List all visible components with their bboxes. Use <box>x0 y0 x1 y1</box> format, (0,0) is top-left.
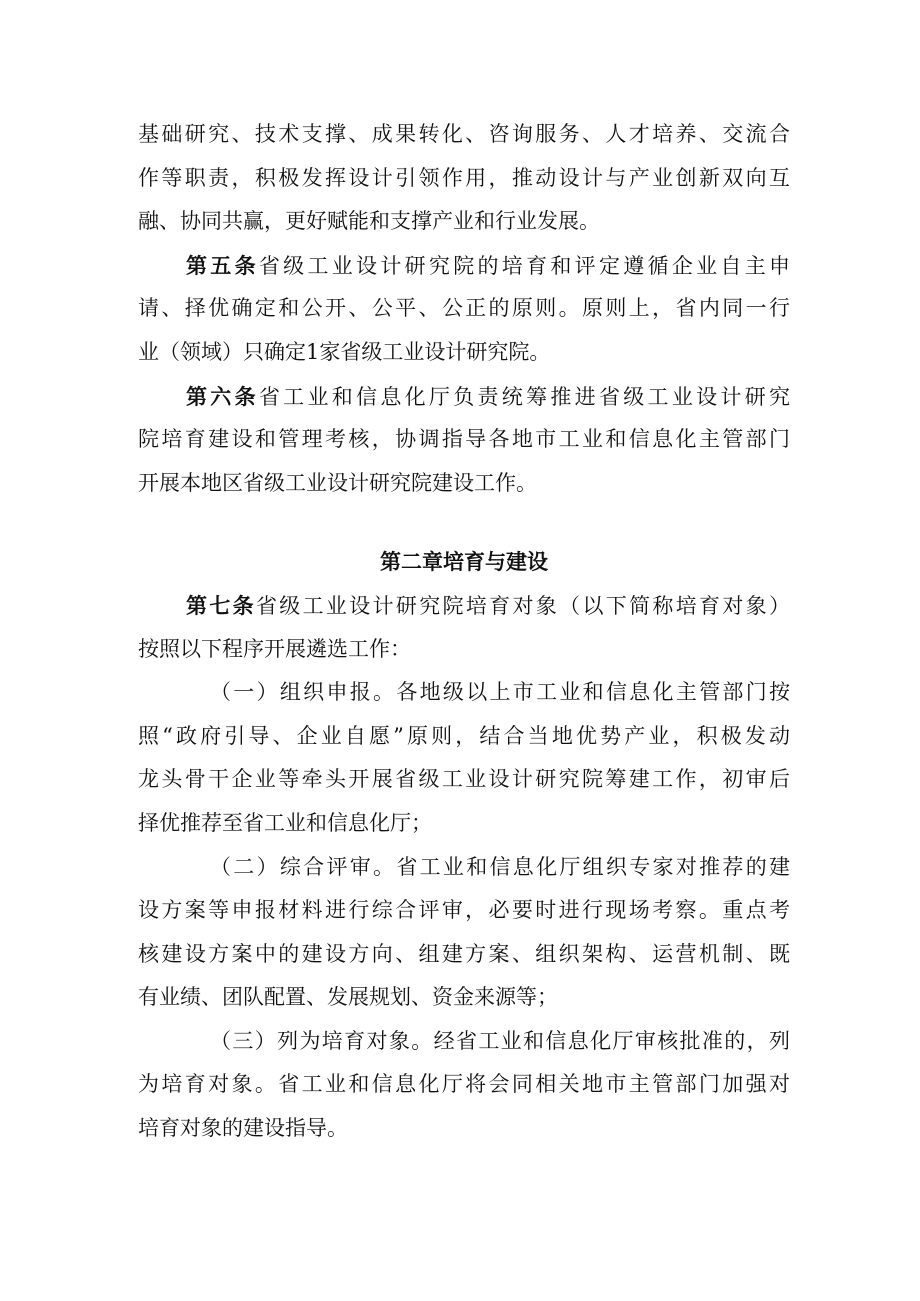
text-line <box>138 375 790 419</box>
text-line: 院培育建设和管理考核，协调指导各地市工业和信息化主管部门 <box>138 427 790 452</box>
text-line: 开展本地区省级工业设计研究院建设工作。 <box>138 470 537 495</box>
article-5 <box>138 244 790 375</box>
text-line: 择优推荐至省工业和信息化厅； <box>138 810 432 835</box>
article-7 <box>138 584 790 671</box>
text-line: （三）列为培育对象。经省工业和信息化厅审核批准的，列 <box>210 1028 790 1053</box>
document-page <box>138 113 790 1151</box>
article-number: 第五条 <box>186 252 259 278</box>
text-line: 龙头骨干企业等牵头开展省级工业设计研究院筹建工作，初审后 <box>138 767 790 792</box>
text-line: （二）综合评审。省工业和信息化厅组织专家对推荐的建 <box>210 854 790 879</box>
text-line: 业（领域）只确定1家省级工业设计研究院。 <box>138 339 551 364</box>
article-text: 省工业和信息化厅负责统筹推进省级工业设计研究 <box>258 384 790 409</box>
article-text: 省级工业设计研究院培育对象（以下简称培育对象） <box>255 593 791 618</box>
article-6 <box>138 375 790 506</box>
article-text: 省级工业设计研究院的培育和评定遵循企业自主申 <box>258 253 790 278</box>
text-line: 照“政府引导、企业自愿”原则，结合当地优势产业，积极发动 <box>138 723 790 748</box>
list-item <box>138 671 790 845</box>
text-line: 按照以下程序开展遴选工作： <box>138 636 411 661</box>
text-line: 为培育对象。省工业和信息化厅将会同相关地市主管部门加强对 <box>138 1072 790 1097</box>
text-line: 请、择优确定和公开、公平、公正的原则。原则上，省内同一行 <box>138 296 790 321</box>
section-gap <box>138 505 790 540</box>
article-number: 第六条 <box>186 383 259 409</box>
text-line: 融、协同共赢，更好赋能和支撑产业和行业发展。 <box>138 209 600 234</box>
text-line: （一）组织申报。各地级以上市工业和信息化主管部门按 <box>210 680 790 705</box>
article-number: 第七条 <box>186 592 256 618</box>
text-line: 基础研究、技术支撑、成果转化、咨询服务、人才培养、交流合 <box>138 122 790 146</box>
text-line: 有业绩、团队配置、发展规划、资金来源等； <box>138 985 558 1010</box>
text-line <box>138 244 790 288</box>
text-line: 设方案等申报材料进行综合评审，必要时进行现场考察。重点考 <box>138 898 790 923</box>
text-line: 培育对象的建设指导。 <box>138 1116 348 1141</box>
text-line <box>138 584 790 628</box>
list-item <box>138 1020 790 1151</box>
chapter-heading: 第二章培育与建设 <box>380 549 548 575</box>
text-line: 作等职责，积极发挥设计引领作用，推动设计与产业创新双向互 <box>138 165 790 190</box>
list-item <box>138 846 790 1020</box>
paragraph-continuation <box>138 113 790 244</box>
text-line: 核建设方案中的建设方向、组建方案、组织架构、运营机制、既 <box>138 941 790 966</box>
